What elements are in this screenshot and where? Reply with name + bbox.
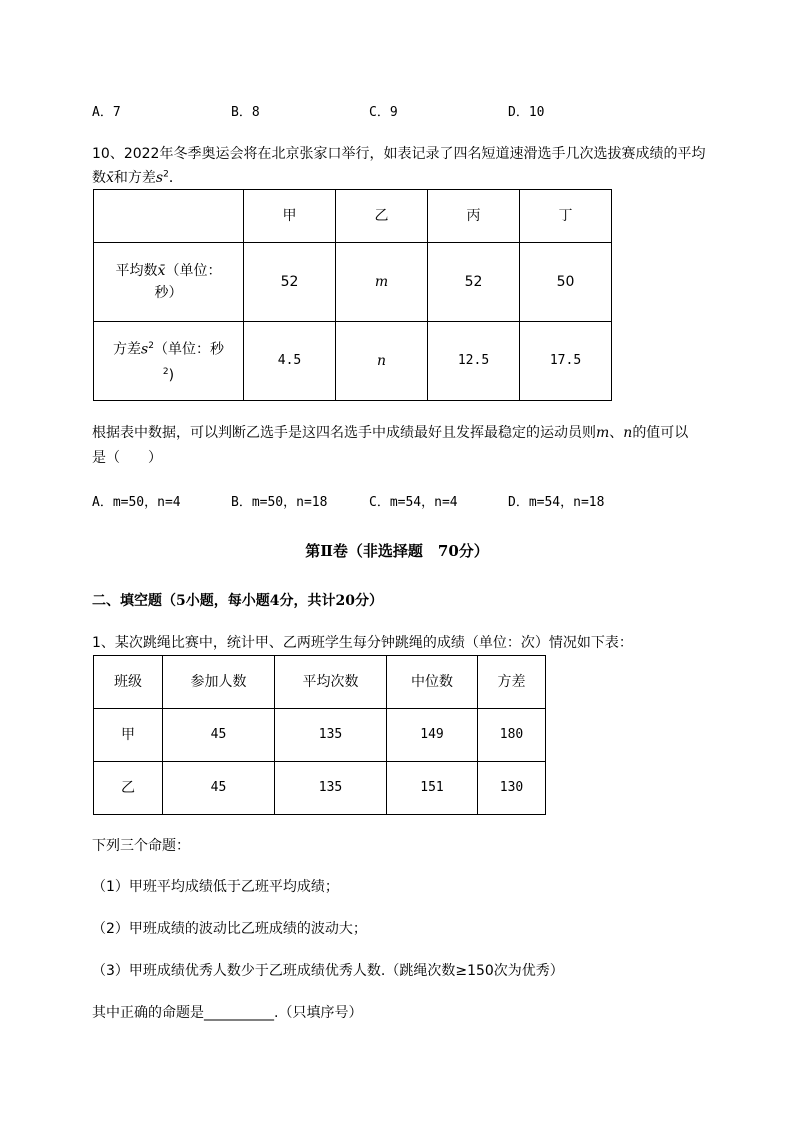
- cell: 130: [478, 762, 546, 815]
- text: 和方差: [113, 170, 156, 186]
- part-heading: 二、填空题（5小题，每小题4分，共计20分）: [92, 593, 383, 609]
- header-variance: 方差: [478, 656, 546, 709]
- s-symbol: s: [155, 170, 164, 186]
- row-label-variance: 方差$s^2$（单位：秒 $^2$): [94, 322, 244, 401]
- header-participants: 参加人数: [163, 656, 275, 709]
- cell: 12.5: [428, 322, 520, 401]
- header-empty: [94, 190, 244, 243]
- cell: 50: [520, 243, 612, 322]
- superscript: 2: [163, 169, 169, 180]
- n-symbol: n: [623, 425, 633, 441]
- cell: 45: [163, 709, 275, 762]
- text: 方差: [113, 342, 142, 358]
- superscript: 2: [148, 341, 154, 352]
- text: 根据表中数据，可以判断乙选手是这四名选手中成绩最好且发挥最稳定的运动员则: [92, 425, 596, 441]
- xbar-symbol: x̄: [157, 263, 166, 279]
- q10-option-a: A．m=50，n=4: [92, 495, 181, 510]
- cell: m: [336, 243, 428, 322]
- cell: 45: [163, 762, 275, 815]
- m-symbol: m: [596, 425, 610, 441]
- q10-stem-line2: [92, 167, 183, 187]
- header-yi: 乙: [336, 190, 428, 243]
- option-a: A．7: [92, 105, 121, 120]
- header-mean: 平均次数: [275, 656, 387, 709]
- q10-option-c: C．m=54，n=4: [369, 495, 458, 510]
- text: 、: [609, 425, 624, 441]
- rope-skipping-table: [93, 655, 546, 815]
- option-c: C．9: [369, 105, 398, 120]
- cell: 149: [387, 709, 478, 762]
- text: 秒）: [154, 285, 183, 301]
- xbar-symbol: x̄: [106, 170, 114, 186]
- header-median: 中位数: [387, 656, 478, 709]
- athlete-table: [93, 189, 612, 401]
- cell: n: [336, 322, 428, 401]
- cell: 135: [275, 762, 387, 815]
- row-label-mean: [94, 243, 244, 322]
- statement-2: （2）甲班成绩的波动比乙班成绩的波动大；: [92, 921, 367, 937]
- cell: 17.5: [520, 322, 612, 401]
- header-class: 班级: [94, 656, 163, 709]
- cell: 180: [478, 709, 546, 762]
- s-symbol: s: [141, 342, 149, 358]
- statement-1: （1）甲班平均成绩低于乙班平均成绩；: [92, 879, 339, 895]
- cell: 151: [387, 762, 478, 815]
- text: 数: [92, 170, 106, 186]
- option-b: B．8: [231, 105, 260, 120]
- q10-option-b: B．m=50，n=18: [231, 495, 328, 510]
- option-d: D．10: [508, 105, 545, 120]
- text: （单位：: [165, 263, 222, 279]
- header-bing: 丙: [428, 190, 520, 243]
- cell: 乙: [94, 762, 163, 815]
- q10-stem-line1: 10、2022年冬季奥运会将在北京张家口举行，如表记录了四名短道速滑选手几次选拔赛成绩的平均: [92, 146, 706, 162]
- text: 的值可以: [632, 425, 689, 441]
- header-jia: 甲: [244, 190, 336, 243]
- statements-intro: 下列三个命题：: [92, 838, 190, 854]
- text: 平均数: [115, 263, 158, 279]
- cell: 甲: [94, 709, 163, 762]
- text: （单位：秒: [153, 342, 224, 358]
- fill-q1-stem: 1、某次跳绳比赛中，统计甲、乙两班学生每分钟跳绳的成绩（单位：次）情况如下表：: [92, 635, 633, 651]
- statement-3: （3）甲班成绩优秀人数少于乙班成绩优秀人数.（跳绳次数≥150次为优秀）: [92, 963, 564, 979]
- answer-prompt: 其中正确的命题是__________.（只填序号）: [92, 1005, 363, 1021]
- cell: 4.5: [244, 322, 336, 401]
- text: ．: [168, 170, 183, 186]
- cell: 135: [275, 709, 387, 762]
- q10-conclusion-line2: 是（ ）: [92, 450, 162, 466]
- cell: 52: [244, 243, 336, 322]
- header-ding: 丁: [520, 190, 612, 243]
- q10-conclusion-line1: [92, 422, 688, 442]
- q10-option-d: D．m=54，n=18: [508, 495, 605, 510]
- section-title: 第Ⅱ卷（非选择题 70分）: [305, 542, 489, 560]
- superscript: 2: [162, 367, 169, 377]
- cell: 52: [428, 243, 520, 322]
